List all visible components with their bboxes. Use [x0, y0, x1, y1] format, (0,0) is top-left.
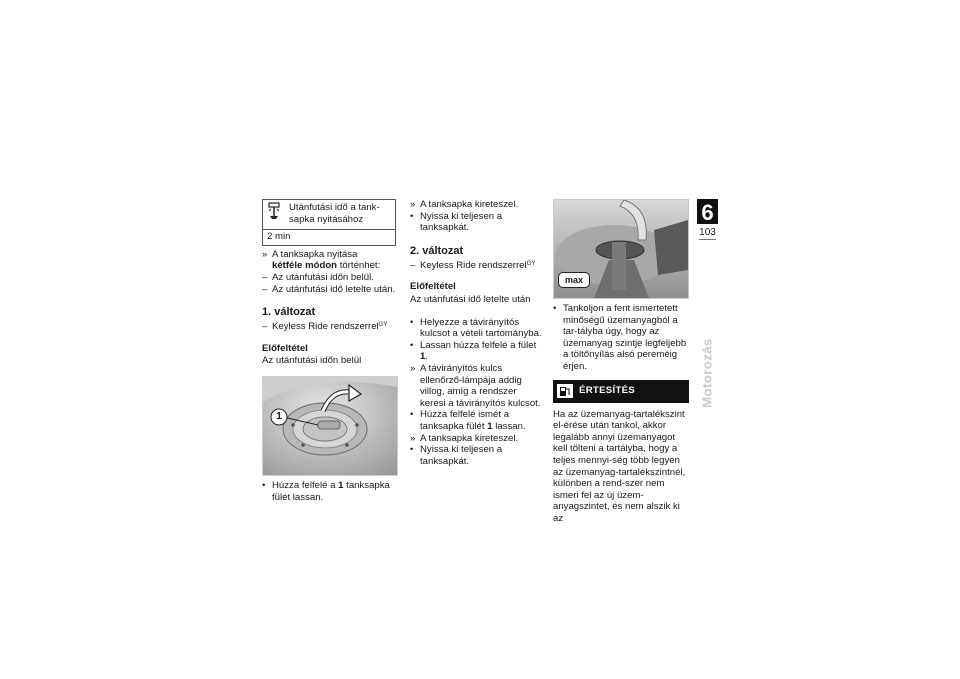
bullet-item: • Tankoljon a fent ismertetett minőségű üzemanyagból a tar-tályba úgy, hogy az üzemanyag szintje legfeljebb a töltőnyílás alsó pereméig érjen. [553, 303, 687, 372]
section-title: 1. változat [262, 306, 316, 319]
column-1 [262, 199, 396, 503]
notice-text: Ha az üzemanyag-tartalékszint el-érése után tankol, akkor legalább annyi üzemanyagot kell tölteni a tartályba, hogy a teljes mennyi-ség több legyen az üzemanyag-tartalékszintnél, különben a rend-szer nem ismeri fel az új üzem-anyagszintet, és nem alszik ki az [553, 408, 686, 524]
column-3 [553, 199, 689, 525]
bullet-item: • Helyezze a távirányítós kulcsot a vételi tartományba. [410, 316, 542, 340]
page-number: 103 [699, 227, 716, 238]
bullet-item: • Húzza felfelé ismét a tanksapka fülét 1 lassan. [410, 409, 526, 432]
max-label: max [558, 272, 590, 288]
tool-icon [267, 202, 289, 225]
section-title: 2. változat [410, 244, 464, 257]
dash-item: – Keyless Ride rendszerrel$^{GY}$ [410, 259, 536, 271]
notice-label: ÉRTESÍTÉS [579, 385, 636, 397]
bullet-item: • Nyissa ki teljesen a tanksapkát. [410, 444, 503, 467]
result-item: » A tanksapka kireteszel. [410, 432, 519, 444]
spec-table [262, 199, 396, 246]
result-item: » A tanksapka nyitása kétféle módon történhet: [262, 248, 381, 272]
dash-item: – Az utánfutási idő letelte után. [262, 283, 396, 295]
column-2 [410, 199, 544, 467]
spec-label: Utánfutási idő a tank-sapka nyitásához [289, 202, 380, 225]
dash-item: – Az utánfutási időn belül. [262, 271, 374, 283]
precondition-title: Előfeltétel [410, 281, 456, 293]
chapter-tab [697, 199, 718, 240]
fuel-cap-photo [262, 376, 398, 476]
photo-callout: 1 [276, 410, 282, 422]
dash-item: – Keyless Ride rendszerrel$^{GY}$ [262, 321, 388, 333]
precondition-title: Előfeltétel [262, 342, 308, 354]
precondition-text: Az utánfutási időn belül [262, 355, 362, 367]
bullet-item: • Húzza felfelé a 1 tanksapka fülét lassan. [262, 479, 390, 503]
fuel-filler-photo [553, 199, 689, 299]
chapter-number: 6 [697, 199, 718, 224]
result-item: » A tanksapka kireteszel. [410, 199, 519, 210]
result-item: » A távirányítós kulcs ellenőrző-lámpája addig villog, amíg a rendszer keresi a távirányítós kulcsot. [410, 362, 541, 409]
spec-value: 2 min [263, 229, 395, 245]
chapter-side-title: Motorozás [699, 338, 715, 408]
bullet-item: • Lassan húzza felfelé a fület 1. [410, 339, 537, 363]
precondition-text: Az utánfutási idő letelte után [410, 293, 531, 305]
bullet-item: • Nyissa ki teljesen a tanksapkát. [410, 210, 503, 234]
notice-header [553, 380, 689, 403]
fuel-pump-icon [557, 384, 573, 398]
